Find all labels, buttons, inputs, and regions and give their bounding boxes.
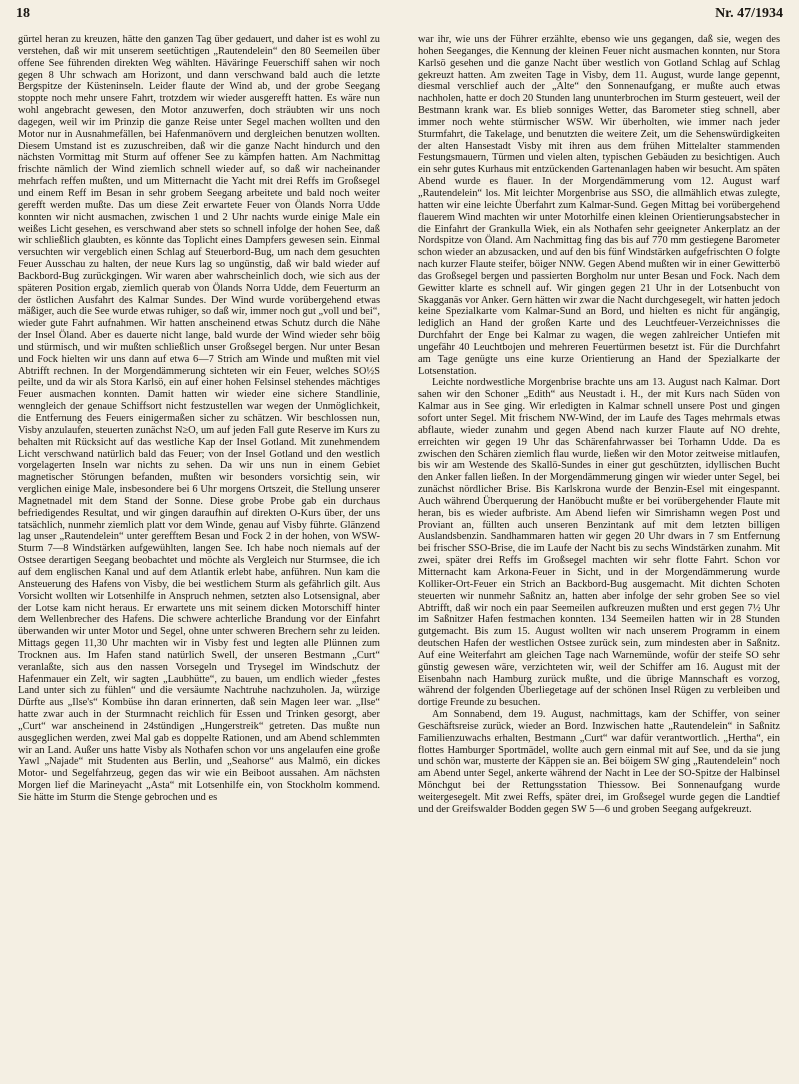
paragraph: Am Sonnabend, dem 19. August, nachmittags, kam der Schiffer, von seiner Geschäftsreise zurück, wieder an Bord. Inzwischen hatte „Rautendelein“ in Saßnitz Familienzuwachs erhalten, Bestmann „Curt“ war dafür verantwortlich. „Hertha“, ein flottes Hamburger Sportmädel, wollte auch gern einmal mit auf See, und da sie jung und schön war, musterte der Käppen sie an. Bei böigem SW ging „Rautendelein“ noch am Abend unter Segel, ankerte während der Nacht in Lee der SO-Spitze der Halbinsel Mönchgut bei der Rettungsstation Thiessow. Bei Sonnenaufgang wurde weitergesegelt. Mit zwei Reffs, später drei, im Großsegel wurde gegen die Landtief und der Greifswalder Bodden gegen SW 5—6 und groben Seegang aufgekreuzt. bbox=[418, 709, 780, 815]
left-column bbox=[18, 34, 380, 1074]
page-number: 18 bbox=[16, 6, 30, 21]
paragraph: gürtel heran zu kreuzen, hätte den ganzen Tag über gedauert, und daher ist es wohl zu verstehen, daß wir mit unserem seetüchtigen „Rautendelein“ den 80 Seemeilen über offene See führenden direkten Weg wählten. Häväringe Feuerschiff sahen wir noch gegen 8 Uhr schwach am Horizont, und dann verschwand bald auch die letzte Bergspitze der Küsteninseln. Leider flaute der Wind ab, und der grobe Seegang stoppte noch mehr unsere Fahrt, trotzdem wir wieder ausgerefft hatten. Es wäre nun wohl angebracht gewesen, den Motor anzuwerfen, doch sträubten wir uns noch dagegen, weil wir im Prinzip die ganze Reise unter Segel machen wollten und den Motor nur in Ausnahmefällen, bei Hafenmanövern und dergleichen benutzen wollten. Diesem Umstand ist es zuzuschreiben, daß wir die ganze Nacht hindurch und den nächsten Vormittag mit Sturm auf offener See zu kämpfen hatten. Am Nachmittag frischte nämlich der Wind ziemlich schnell wieder auf, so daß wir nacheinander mehrfach reffen mußten, und um Mitternacht die Yacht mit drei Reffs im Großsegel und einem Reff im Besan in sehr grobem Seegang arbeitete und bald noch weiter gerefft werden mußte. Das um diese Zeit erwartete Feuer von Ölands Norra Udde konnten wir nicht ausmachen, zwischen 1 und 2 Uhr nachts wurde einige Male ein weißes Licht gesehen, es verschwand aber stets so schnell infolge der hohen See, daß wir schließlich glaubten, es könnte das Toplicht eines Dampfers gewesen sein. Einmal versuchten wir vergeblich einen Schlag auf Steuerbord-Bug, um nach dem gesuchten Feuer Ausschau zu halten, der neue Kurs lag so ungünstig, daß wir bald wieder auf Backbord-Bug zurückgingen. Wir waren aber wahrscheinlich doch, wie sich aus der späteren Position ergab, ziemlich querab von Ölands Norra Udde, dem Feuerturm an der östlichen Ausfahrt des Kalmar Sundes. Der Wind wurde vorübergehend etwas mäßiger, auch die See wurde etwas ruhiger, so daß wir, immer noch gut „voll und bei“, wieder gute Fahrt aufnahmen. Wir hatten anscheinend etwas Schutz durch die Nähe der Insel Öland. Aber es dauerte nicht lange, bald wurde der Wind wieder sehr böig und stürmisch, und wir mußten schließlich unser Großsegel bergen. Nur unter Besan und Fock hielten wir uns dann auf etwa 6—7 Strich am Winde und mußten mit viel Abtrifft rechnen. In der Morgendämmerung sichteten wir ein Feuer, welches SO½S peilte, und da wir als Stora Karlsö, ein auf einer hohen Felsinsel stehendes mächtiges Feuer ausmachen konnten. Damit hatten wir wieder eine sichere Standlinie, wenngleich der genaue Schiffsort nicht festzustellen war wegen der Unmöglichkeit, die Entfernung des Feuers einigermaßen sicher zu schätzen. Wir beschlossen nun, Visby anzulaufen, steuerten zunächst N≥O, um auf jeden Fall gute Reserve im Kurs zu behalten mit Rücksicht auf das westliche Kap der Insel Gotland. Mit zunehmendem Licht verschwand natürlich bald das Feuer; von der Insel Gotland und den westlich vorgelagerten Inseln war nichts zu sehen. Da wir uns nun in einem Gebiet magnetischer Störungen befanden, mußten wir besonders vorsichtig sein, wir verglichen einige Male, insbesondere bei 6 Uhr morgens Ortszeit, die Stellung unserer Magnetnadel mit dem Stand der Sonne. Diese grobe Probe gab ein durchaus befriedigendes Resultat, und wir gingen daraufhin auf direkten O-Kurs über, der uns tatsächlich, nunmehr ziemlich platt vor dem Winde, genau auf Visby führte. Glänzend lag unser „Rautendelein“ unter gerefftem Besan und Fock 2 in der hohen, von WSW-Sturm 7—8 Windstärken aufgewühlten, langen See. Ich habe noch niemals auf der Ostsee derartigen Seegang beobachtet und möchte als Vergleich nur Sturmsee, die ich auf dem englischen Kanal und auf dem Atlantik erlebt habe, anführen. Nun kam die Ansteuerung des Hafens von Visby, die bei westlichem Sturm als gefährlich gilt. Aus Vorsicht wollten wir Lotsenhilfe in Anspruch nehmen, setzten also Lotsensignal, aber der Lotse kam nicht heraus. Er erwartete uns mit seinem dicken Motorschiff hinter dem Wellenbrecher des Hafens. Die schwere achterliche Brandung vor der Einfahrt überwanden wir unter Motor und Segel, ohne unter schweren Brechern sehr zu leiden. Mittags gegen 11,30 Uhr machten wir in Visby fest und legten alle Plünnen zum Trocknen aus. Im Hafen stand natürlich Swell, der unseren Bestmann „Curt“ veranlaßte, sich aus den nassen Vorsegeln und Trysegel im Windschutz der Hafenmauer ein Zelt, wir sagten „Laubhütte“, zu bauen, um endlich wieder „festes Land unter sich zu fühlen“ und die versäumte Nachtruhe nachzuholen. Ja, würzige Dürfte aus „Ilse's“ Kombüse ihn daran erinnerten, daß sein Magen leer war. „Ilse“ hatte zwar auch in der Sturmnacht reichlich für Essen und Trinken gesorgt, aber „Curt“ war anscheinend in 24stündigen „Hungerstreik“ getreten. Das mußte nun ausgeglichen werden, zwei Mal gab es doppelte Rationen, und am Abend schlemmten wir an Land. Außer uns hatte Visby als Nothafen schon vor uns angelaufen eine große Yawl „Najade“ mit Studenten aus Berlin, und „Seahorse“ aus Malmö, ein dickes Motor- und Segelfahrzeug, gegen das wir wie ein Beiboot aussahen. Am nächsten Morgen lief die Marineyacht „Asta“ mit Lotsenhilfe ein, von Stockholm kommend. Sie hätte im Sturm die Stenge gebrochen und es bbox=[18, 34, 380, 803]
right-column bbox=[418, 34, 780, 1074]
issue-number: Nr. 47/1934 bbox=[715, 6, 783, 21]
paragraph: Leichte nordwestliche Morgenbrise brachte uns am 13. August nach Kalmar. Dort sahen wir den Schoner „Edith“ aus Neustadt i. H., der mit Kurs nach Süden von Kalmar aus in See ging. Wir erledigten in Kalmar schnell unsere Post und gingen sofort unter Segel. Mit frischem NW-Wind, der im Laufe des Tages mehrmals etwas abflaute, wieder zunahm und gegen Abend nach kurzer Flaute auf NO drehte, erreichten wir gegen 19 Uhr das Schärenfahrwasser bei Torhamn Udde. Da es zwischen den Schären ziemlich flau wurde, ließen wir den Motor zeitweise mitlaufen, bis wir am Westende des Skallö-Sundes in einer gut geschützten, idyllischen Bucht den Anker fallen ließen. In der Morgendämmerung gingen wir wieder unter Segel, bei zunächst nördlicher Brise. Bis Karlskrona wurde der Benzin-Esel mit eingespannt. Auch während Überquerung der Hanöbucht mußte er bei vorübergehender Flaute mit heran, bis es wieder aufbriste. Am Abend liefen wir Simrishamn wegen Post und Proviant an, füllten auch unseren Benzintank auf mit dem letzten billigen Auslandsbenzin. Sandhammaren hatten wir gegen 20 Uhr dwars in 7 sm Entfernung bei frischer SSO-Brise, die im Laufe der Nacht bis zu sechs Windstärken zunahm. Mit zwei, später drei Reffs im Großsegel machten wir sehr flotte Fahrt. Schon vor Mitternacht kam Arkona-Feuer in Sicht, und in der Morgendämmerung wurde Kolliker-Ort-Feuer ein Strich an Backbord-Bug ausgemacht. Mit dichten Schoten steuerten wir nunmehr Saßnitz an, hatten aber infolge der sehr groben See so viel Abtrifft, daß wir noch ein paar Seemeilen aufkreuzen mußten und erst gegen 7½ Uhr im Saßnitzer Hafen festmachen konnten. 134 Seemeilen hatten wir in 28 Stunden gutgemacht. Bis zum 15. August wollten wir nach unserem Programm in einem deutschen Hafen der westlichen Ostsee zurück sein, zum mindesten aber in Saßnitz. Auf eine Weiterfahrt am gleichen Tage nach Warnemünde, wofür der steife SO sehr günstig gewesen wäre, verzichteten wir, weil der Schiffer am 16. August mit der Eisenbahn nach Hamburg zurück mußte, und die übrige Mannschaft es vorzog, während der folgenden Überliegetage auf der schönen Insel Rügen zu verbleiben und dortige Freunde zu besuchen. bbox=[418, 377, 780, 709]
page-header bbox=[16, 6, 783, 28]
paragraph: war ihr, wie uns der Führer erzählte, ebenso wie uns gegangen, daß sie, wegen des hohen Seeganges, die Kennung der kleinen Feuer nicht ausmachen konnten, nur Stora Karlsö gesehen und die ganze Nacht über westlich von Gotland Schlag auf Schlag gekreuzt hatten. Am zweiten Tage in Visby, dem 11. August, wurde lange gepennt, diesmal verschlief auch der „Alte“ den Sonnenaufgang, er mußte auch etwas nachholen, hatte er doch 20 Stunden lang ununterbrochen im Sturm gesteuert, weil der Bestmann krank war. Es blieb sonniges Wetter, das Barometer stieg schnell, aber immer noch wehte stürmischer WSW. Wir überholten, wie immer nach jeder Sturmfahrt, die Takelage, und benutzten die weitere Zeit, um die Sehenswürdigkeiten der alten Hansestadt Visby mit ihren aus dem frühen Mittelalter stammenden Festungsmauern, Türmen und vielen alten, typischen Gebäuden zu besichtigen. Auch ein sehr gutes Kurhaus mit entzückenden Gartenanlagen haben wir besucht. Am späten Abend wurde es flauer. In der Morgendämmerung vom 12. August warf „Rautendelein“ los. Mit leichter Morgenbrise aus SSO, die allmählich etwas zulegte, hatten wir eine leichte Überfahrt zum Kalmar-Sund. Gegen Mittag bei vorübergehend flauerem Wind machten wir unter Motorhilfe einen kleinen Orientierungsabstecher in die Einfahrt der Grankulla Wiek, ein als Nothafen sehr geeigneter Ankerplatz an der Nordspitze von Öland. Am Nachmittag fing das bis auf 770 mm gestiegene Barometer schon wieder an abzusacken, und auf den bis fünf Windstärken aufgefrischten O folgte nach kurzer Flaute steifer, böiger NNW. Gegen Abend mußten wir in einer Gewitterbö das Großsegel bergen und passierten Borgholm nur unter Besan und Fock. Nach dem Gewitter klarte es schnell auf. Wir gingen gegen 21 Uhr in der Lotsenbucht von Skagganäs vor Anker. Gern hätten wir zwar die Nacht durchgesegelt, wir hatten jedoch keine Spezialkarte vom Kalmar-Sund an Bord, und hielten es nicht für angängig, lediglich an Hand der großen Karte und des Leuchtfeuer-Verzeichnisses die Durchfahrt der Enge bei Kalmar zu wagen, die wegen zahlreicher Untiefen mit ungefähr 40 Leuchtbojen und mehreren Feuertürmen besetzt ist. Für die Durchfahrt am Tage genügte uns eine kurze Orientierung an Hand der Spezialkarte der Lotsenstation. bbox=[418, 34, 780, 377]
